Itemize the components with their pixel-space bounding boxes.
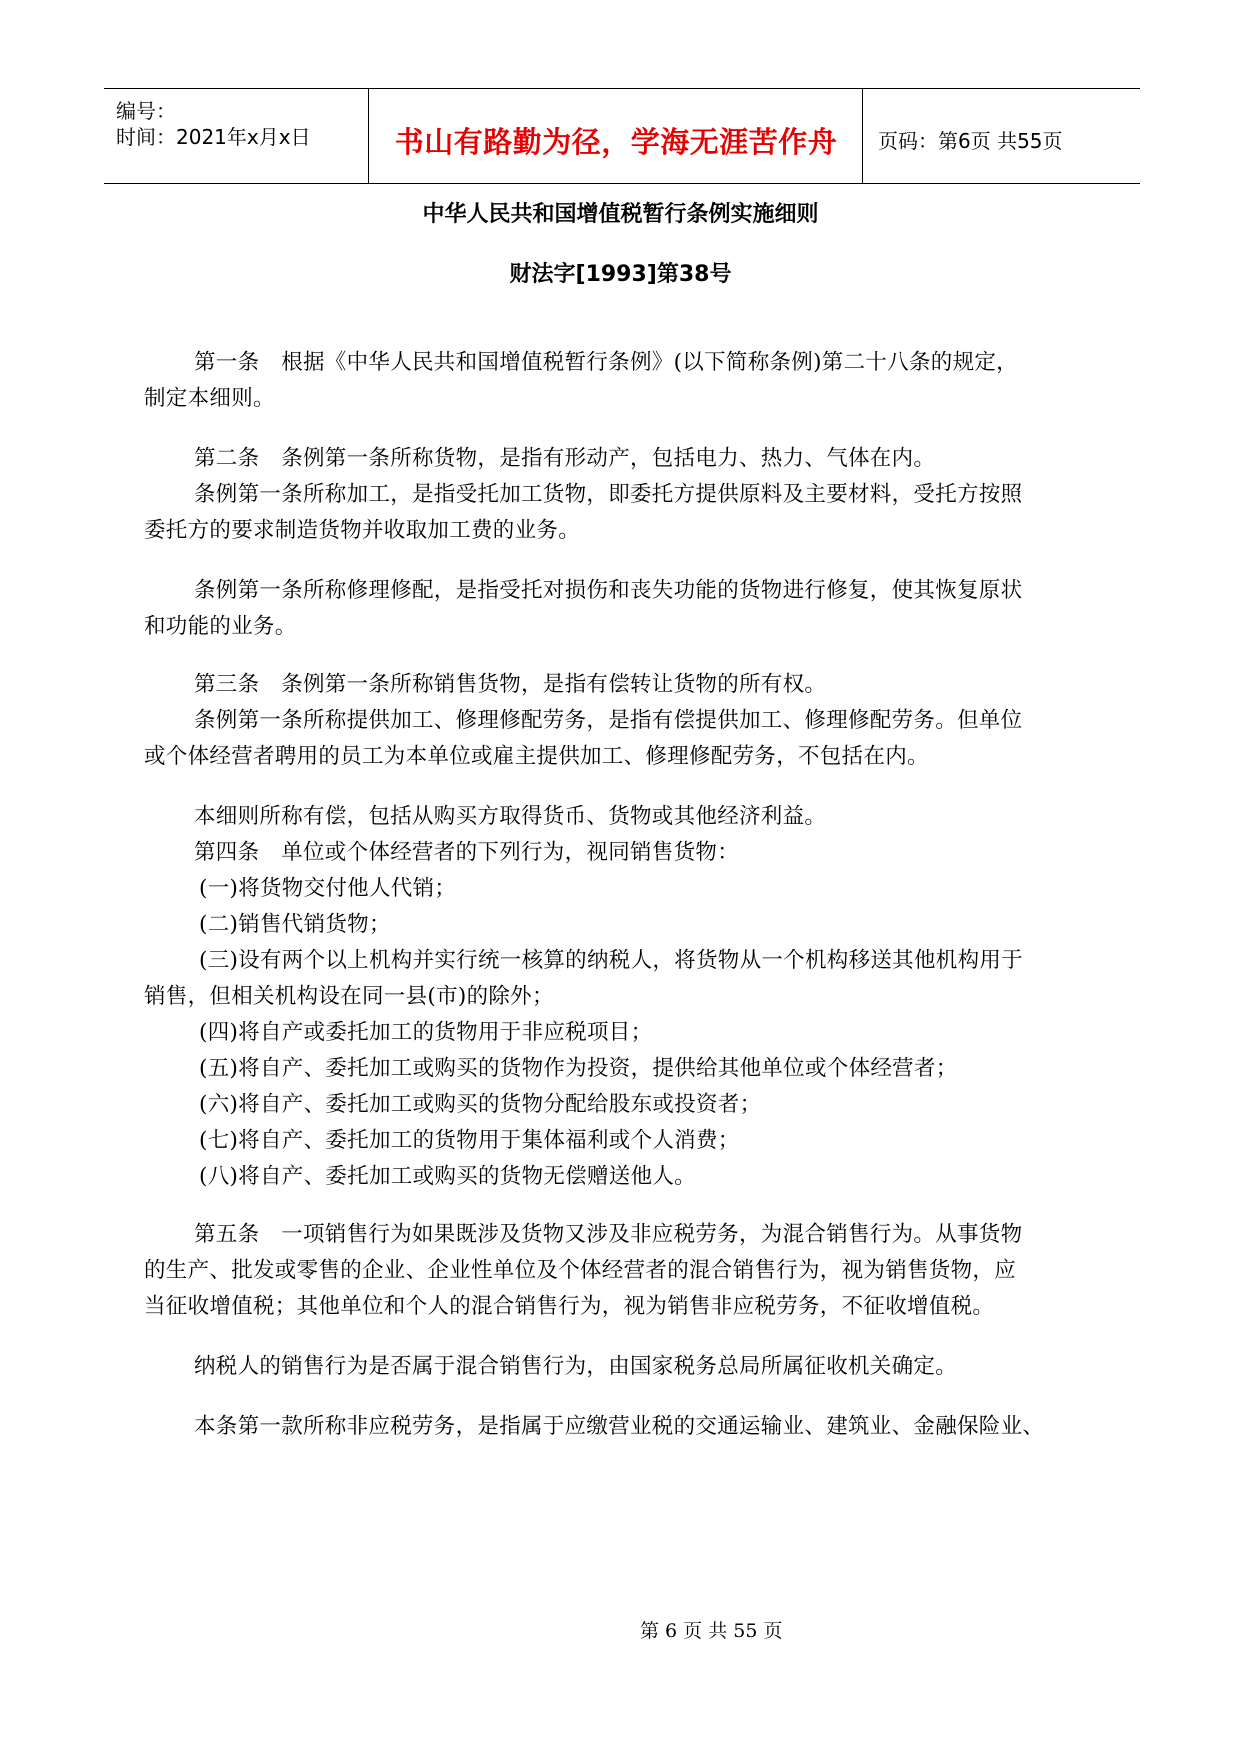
- list-item: (三)设有两个以上机构并实行统一核算的纳税人，将货物从一个机构移送其他机构用于: [199, 948, 1023, 973]
- header-page-code: 页码：第6页 共55页: [878, 129, 1063, 153]
- paragraph-line: 销售，但相关机构设在同一县(市)的除外；: [144, 984, 554, 1009]
- paragraph-line: 和功能的业务。: [144, 614, 297, 639]
- document-time-label: 时间：2021年x月x日: [116, 125, 311, 149]
- paragraph-line: 的生产、批发或零售的企业、企业性单位及个体经营者的混合销售行为，视为销售货物，应: [144, 1258, 1017, 1283]
- paragraph-line: 第一条 根据《中华人民共和国增值税暂行条例》(以下简称条例)第二十八条的规定，: [194, 350, 1018, 375]
- paragraph-line: 纳税人的销售行为是否属于混合销售行为，由国家税务总局所属征收机关确定。: [194, 1354, 958, 1379]
- header-motto: 书山有路勤为径，学海无涯苦作舟: [394, 125, 838, 159]
- list-item: (八)将自产、委托加工或购买的货物无偿赠送他人。: [199, 1164, 696, 1189]
- paragraph-line: 第四条 单位或个体经营者的下列行为，视同销售货物：: [194, 840, 740, 865]
- list-item: (一)将货物交付他人代销；: [199, 876, 457, 901]
- paragraph-line: 条例第一条所称提供加工、修理修配劳务，是指有偿提供加工、修理修配劳务。但单位: [194, 708, 1023, 733]
- paragraph-line: 制定本细则。: [144, 386, 275, 411]
- paragraph-line: 或个体经营者聘用的员工为本单位或雇主提供加工、修理修配劳务，不包括在内。: [144, 744, 929, 769]
- page-footer: 第 6 页 共 55 页: [640, 1620, 783, 1642]
- paragraph-line: 当征收增值税；其他单位和个人的混合销售行为，视为销售非应税劳务，不征收增值税。: [144, 1294, 995, 1319]
- header-motto-cell: [370, 89, 863, 183]
- paragraph-line: 第五条 一项销售行为如果既涉及货物又涉及非应税劳务，为混合销售行为。从事货物: [194, 1222, 1023, 1247]
- document-number: 财法字[1993]第38号: [509, 262, 732, 287]
- list-item: (五)将自产、委托加工或购买的货物作为投资，提供给其他单位或个体经营者；: [199, 1056, 958, 1081]
- document-title: 中华人民共和国增值税暂行条例实施细则: [422, 202, 819, 227]
- document-number-label: 编号：: [116, 99, 176, 123]
- page-header: [104, 88, 1140, 184]
- paragraph-line: 本细则所称有偿，包括从购买方取得货币、货物或其他经济利益。: [194, 804, 827, 829]
- list-item: (七)将自产、委托加工的货物用于集体福利或个人消费；: [199, 1128, 740, 1153]
- paragraph-line: 第三条 条例第一条所称销售货物，是指有偿转让货物的所有权。: [194, 672, 827, 697]
- list-item: (四)将自产或委托加工的货物用于非应税项目；: [199, 1020, 653, 1045]
- paragraph-line: 第二条 条例第一条所称货物，是指有形动产，包括电力、热力、气体在内。: [194, 446, 936, 471]
- list-item: (六)将自产、委托加工或购买的货物分配给股东或投资者；: [199, 1092, 762, 1117]
- header-page-cell: [864, 89, 1140, 183]
- paragraph-line: 条例第一条所称加工，是指受托加工货物，即委托方提供原料及主要材料，受托方按照: [194, 482, 1023, 507]
- header-info-cell: [104, 89, 369, 183]
- paragraph-line: 条例第一条所称修理修配，是指受托对损伤和丧失功能的货物进行修复，使其恢复原状: [194, 578, 1023, 603]
- paragraph-line: 本条第一款所称非应税劳务，是指属于应缴营业税的交通运输业、建筑业、金融保险业、: [194, 1414, 1045, 1439]
- list-item: (二)销售代销货物；: [199, 912, 391, 937]
- paragraph-line: 委托方的要求制造货物并收取加工费的业务。: [144, 518, 581, 543]
